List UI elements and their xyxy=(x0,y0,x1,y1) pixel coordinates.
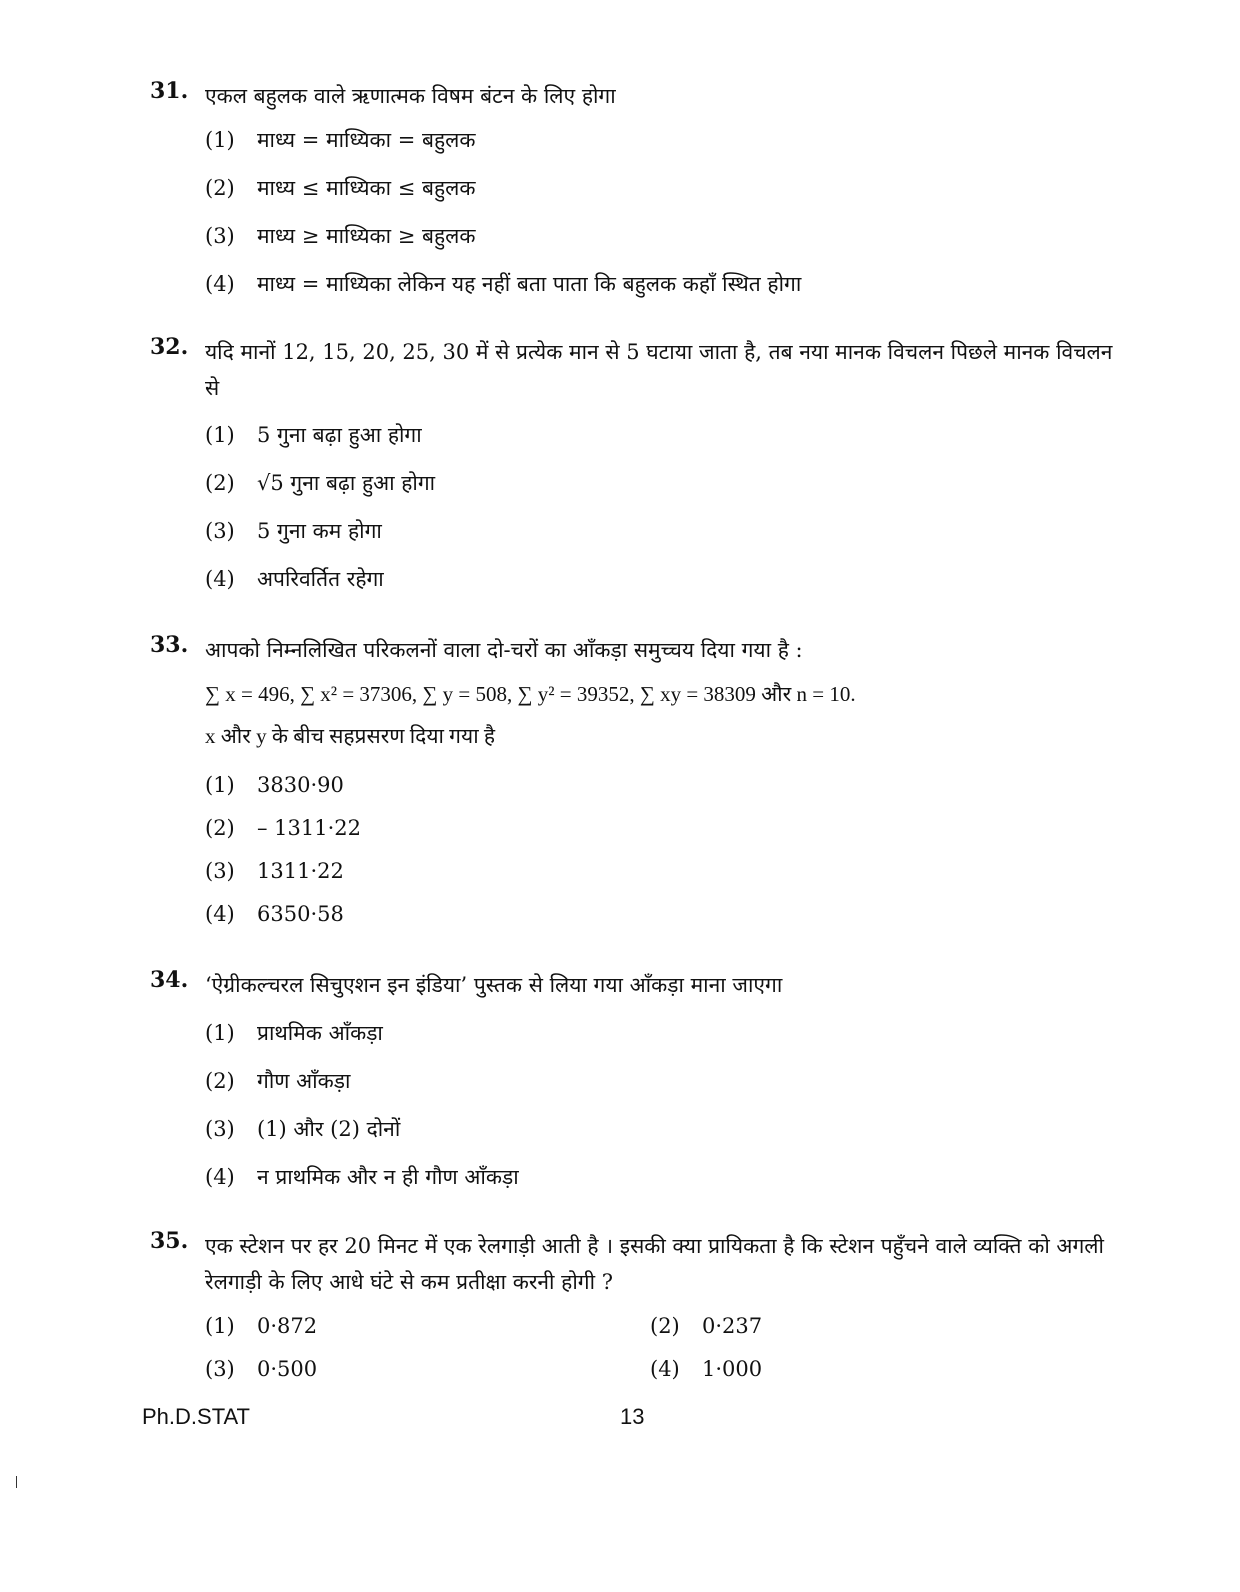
option-label: (1) xyxy=(205,1314,235,1338)
option-label: (3) xyxy=(205,1117,235,1141)
option-text: अपरिवर्तित रहेगा xyxy=(257,567,384,591)
question-32 xyxy=(150,334,1125,406)
option-label: (3) xyxy=(205,859,235,883)
option-31-3 xyxy=(205,222,476,250)
summation-values: ∑ x = 496, ∑ x² = 37306, ∑ y = 508, ∑ y² = 39352, ∑ xy = 38309 और n = 10. xyxy=(205,682,856,706)
option-text: गौण आँकड़ा xyxy=(257,1069,351,1093)
question-number: 35. xyxy=(150,1228,189,1254)
option-text: न प्राथमिक और न ही गौण आँकड़ा xyxy=(257,1165,519,1189)
option-31-1 xyxy=(205,126,476,154)
option-label: (4) xyxy=(650,1357,680,1381)
option-text: माध्य ≤ माध्यिका ≤ बहुलक xyxy=(257,176,476,200)
option-label: (4) xyxy=(205,567,235,591)
question-35 xyxy=(150,1228,1125,1300)
question-text: एकल बहुलक वाले ऋणात्मक विषम बंटन के लिए होगा xyxy=(205,84,616,108)
option-text: माध्य = माध्यिका = बहुलक xyxy=(257,128,476,152)
question-text: आपको निम्नलिखित परिकलनों वाला दो-चरों का आँकड़ा समुच्चय दिया गया है : xyxy=(205,638,803,662)
question-number: 32. xyxy=(150,334,189,360)
question-31 xyxy=(150,78,1125,114)
option-35-3 xyxy=(205,1357,317,1381)
paper-code: Ph.D.STAT xyxy=(142,1404,250,1429)
option-31-4 xyxy=(205,270,801,298)
option-33-3 xyxy=(205,859,344,883)
option-label: (1) xyxy=(205,128,235,152)
option-35-1 xyxy=(205,1314,317,1338)
question-34 xyxy=(150,967,1125,1003)
option-text: 0·500 xyxy=(257,1357,318,1381)
option-text: 1·000 xyxy=(702,1357,763,1381)
option-text: माध्य = माध्यिका लेकिन यह नहीं बता पाता कि बहुलक कहाँ स्थित होगा xyxy=(257,272,802,296)
option-text: प्राथमिक आँकड़ा xyxy=(257,1021,383,1045)
option-32-1 xyxy=(205,421,422,449)
option-34-4 xyxy=(205,1163,519,1191)
option-32-2 xyxy=(205,469,435,497)
question-number: 33. xyxy=(150,632,189,658)
option-label: (1) xyxy=(205,773,235,797)
option-label: (2) xyxy=(205,816,235,840)
option-label: (2) xyxy=(650,1314,680,1338)
option-35-4 xyxy=(650,1357,762,1381)
question-number: 31. xyxy=(150,78,189,104)
option-text: √5 गुना बढ़ा हुआ होगा xyxy=(257,471,436,495)
option-32-3 xyxy=(205,517,382,545)
option-label: (4) xyxy=(205,272,235,296)
option-text: 5 गुना कम होगा xyxy=(257,519,382,543)
option-34-1 xyxy=(205,1019,383,1047)
option-label: (4) xyxy=(205,1165,235,1189)
question-text: ‘ऐग्रीकल्चरल सिचुएशन इन इंडिया’ पुस्तक से लिया गया आँकड़ा माना जाएगा xyxy=(205,973,783,997)
option-text: (1) और (2) दोनों xyxy=(257,1117,401,1141)
option-label: (1) xyxy=(205,1021,235,1045)
option-text: 3830·90 xyxy=(257,773,344,797)
option-35-2 xyxy=(650,1314,762,1338)
option-text: – 1311·22 xyxy=(257,816,362,840)
option-text: 5 गुना बढ़ा हुआ होगा xyxy=(257,423,422,447)
option-label: (2) xyxy=(205,176,235,200)
question-number: 34. xyxy=(150,967,189,993)
option-34-3 xyxy=(205,1115,400,1143)
option-label: (3) xyxy=(205,519,235,543)
option-label: (3) xyxy=(205,1357,235,1381)
option-label: (4) xyxy=(205,902,235,926)
option-text: माध्य ≥ माध्यिका ≥ बहुलक xyxy=(257,224,476,248)
option-label: (1) xyxy=(205,423,235,447)
option-text: 6350·58 xyxy=(257,902,344,926)
option-33-1 xyxy=(205,773,344,797)
option-33-2 xyxy=(205,816,361,840)
option-label: (3) xyxy=(205,224,235,248)
question-text: यदि मानों 12, 15, 20, 25, 30 में से प्रत्येक मान से 5 घटाया जाता है, तब नया मानक विचलन पिछले मानक विचलन से xyxy=(205,340,1113,400)
option-text: 0·872 xyxy=(257,1314,318,1338)
option-label: (2) xyxy=(205,471,235,495)
option-34-2 xyxy=(205,1067,350,1095)
option-33-4 xyxy=(205,902,344,926)
scan-edge-mark xyxy=(16,1476,17,1488)
option-32-4 xyxy=(205,565,384,593)
question-subtext: x और y के बीच सहप्रसरण दिया गया है xyxy=(205,724,496,748)
option-text: 0·237 xyxy=(702,1314,763,1338)
question-text: एक स्टेशन पर हर 20 मिनट में एक रेलगाड़ी आती है । इसकी क्या प्रायिकता है कि स्टेशन पहुँचने वाले व्यक्ति को अगली रेलगाड़ी के लिए आधे घंटे से कम प्रतीक्षा करनी होगी ? xyxy=(205,1234,1104,1294)
question-33 xyxy=(150,632,1125,754)
page-number: 13 xyxy=(620,1404,645,1429)
option-label: (2) xyxy=(205,1069,235,1093)
option-31-2 xyxy=(205,174,476,202)
option-text: 1311·22 xyxy=(257,859,344,883)
